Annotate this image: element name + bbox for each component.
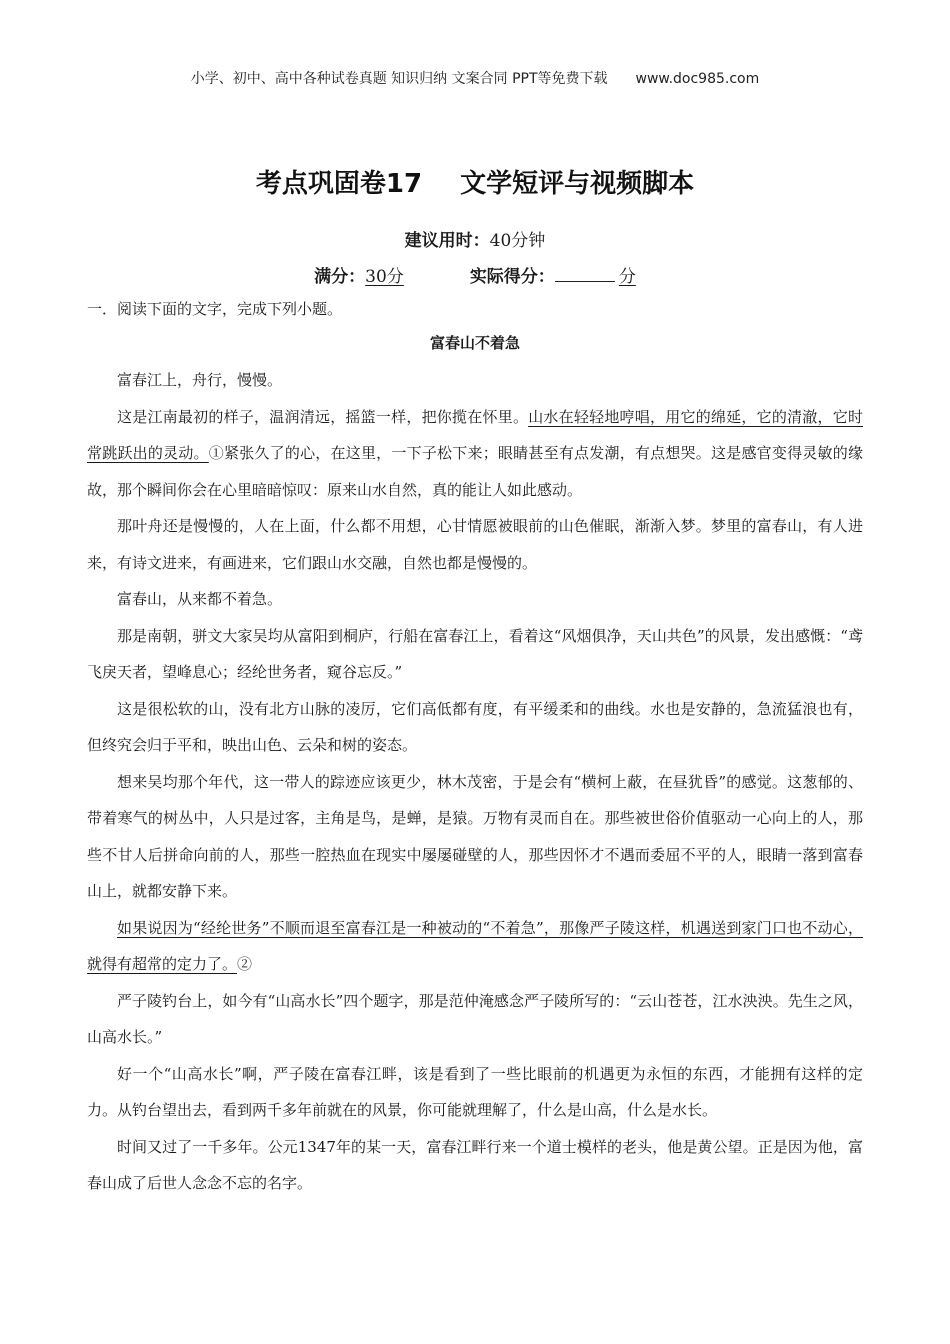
paragraph: 那叶舟还是慢慢的，人在上面，什么都不用想，心甘情愿被眼前的山色催眠，渐渐入梦。梦里的富春山，有人进来，有诗文进来，有画进来，它们跟山水交融，自然也都是慢慢的。 <box>87 517 863 572</box>
time-label: 建议用时： <box>404 231 490 251</box>
paragraph: 富春山，从来都不着急。 <box>117 590 283 608</box>
paragraph-text: ①紧张久了的心，在这里，一下子松下来；眼睛甚至有点发潮，有点想哭。这是感官变得灵敏的缘故，那个瞬间你会在心里暗暗惊叹：原来山水自然，真的能让人如此感动。 <box>87 444 863 499</box>
paragraph <box>87 399 863 509</box>
score-label: 满分： <box>314 267 366 287</box>
header-banner <box>0 68 950 88</box>
score-value: 30分 <box>365 267 404 287</box>
paragraph: 严子陵钓台上，如今有“山高水长”四个题字，那是范仲淹感念严子陵所写的：“云山苍苍，江水泱泱。先生之风，山高水长。” <box>87 991 863 1046</box>
title-part1: 考点巩固卷17 <box>255 169 423 199</box>
paragraph: 好一个“山高水长”啊，严子陵在富春江畔，该是看到了一些比眼前的机遇更为永恒的东西，才能拥有这样的定力。从钓台望出去，看到两千多年前就在的风景，你可能就理解了，什么是山高，什么是水长。 <box>87 1064 863 1119</box>
paragraph <box>87 910 863 983</box>
paragraph: 富春江上，舟行，慢慢。 <box>117 371 283 389</box>
actual-score-unit: 分 <box>618 267 636 287</box>
paragraph-text: 这是江南最初的样子，温润清远，摇篮一样，把你揽在怀里。 <box>117 407 529 426</box>
score-line <box>0 262 950 287</box>
site-url: www.doc985.com <box>635 71 760 87</box>
title-part2: 文学短评与视频脚本 <box>460 169 695 199</box>
paragraph: 这是很松软的山，没有北方山脉的凌厉，它们高低都有度，有平缓柔和的曲线。水也是安静的，急流猛浪也有，但终究会归于平和，映出山色、云朵和树的姿态。 <box>87 699 863 754</box>
paragraph: 那是南朝，骈文大家吴均从富阳到桐庐，行船在富春江上，看着这“风烟俱净，天山共色”的风景，发出感慨：“鸢飞戾天者，望峰息心；经纶世务者，窥谷忘反。” <box>87 626 863 681</box>
question-instruction: 一．阅读下面的文字，完成下列小题。 <box>87 300 343 318</box>
essay-body <box>87 362 863 1202</box>
marker-2: ② <box>237 955 253 973</box>
essay-title: 富春山不着急 <box>429 334 520 352</box>
paragraph: 时间又过了一千多年。公元1347年的某一天，富春江畔行来一个道士模样的老头，他是黄公望。正是因为他，富春山成了后世人念念不忘的名字。 <box>87 1137 863 1192</box>
suggested-time <box>0 226 950 251</box>
time-value: 40分钟 <box>489 231 546 251</box>
actual-score-blank[interactable] <box>555 265 615 282</box>
underlined-sentence-1: 山水在轻轻地哼唱，用它的绵延，它的清澈，它时常跳跃出的灵动。 <box>87 407 863 462</box>
paragraph: 想来吴均那个年代，这一带人的踪迹应该更少，林木茂密，于是会有“横柯上蔽，在昼犹昏”的感觉。这葱郁的、带着寒气的树丛中，人只是过客，主角是鸟，是蝉，是猿。万物有灵而自在。那些被世俗价值驱动一心向上的人，那些不甘人后拼命向前的人，那些一腔热血在现实中屡屡碰壁的人，那些因怀才不遇而委屈不平的人，眼睛一落到富春山上，就都安静下来。 <box>87 772 863 900</box>
actual-score-label: 实际得分： <box>469 267 555 287</box>
banner-text: 小学、初中、高中各种试卷真题 知识归纳 文案合同 PPT等免费下载 <box>190 71 608 87</box>
underlined-sentence-2: 如果说因为“经纶世务”不顺而退至富春江是一种被动的“不着急”，那像严子陵这样，机遇送到家门口也不动心，就得有超常的定力了。 <box>87 918 863 973</box>
page-title <box>0 163 950 200</box>
